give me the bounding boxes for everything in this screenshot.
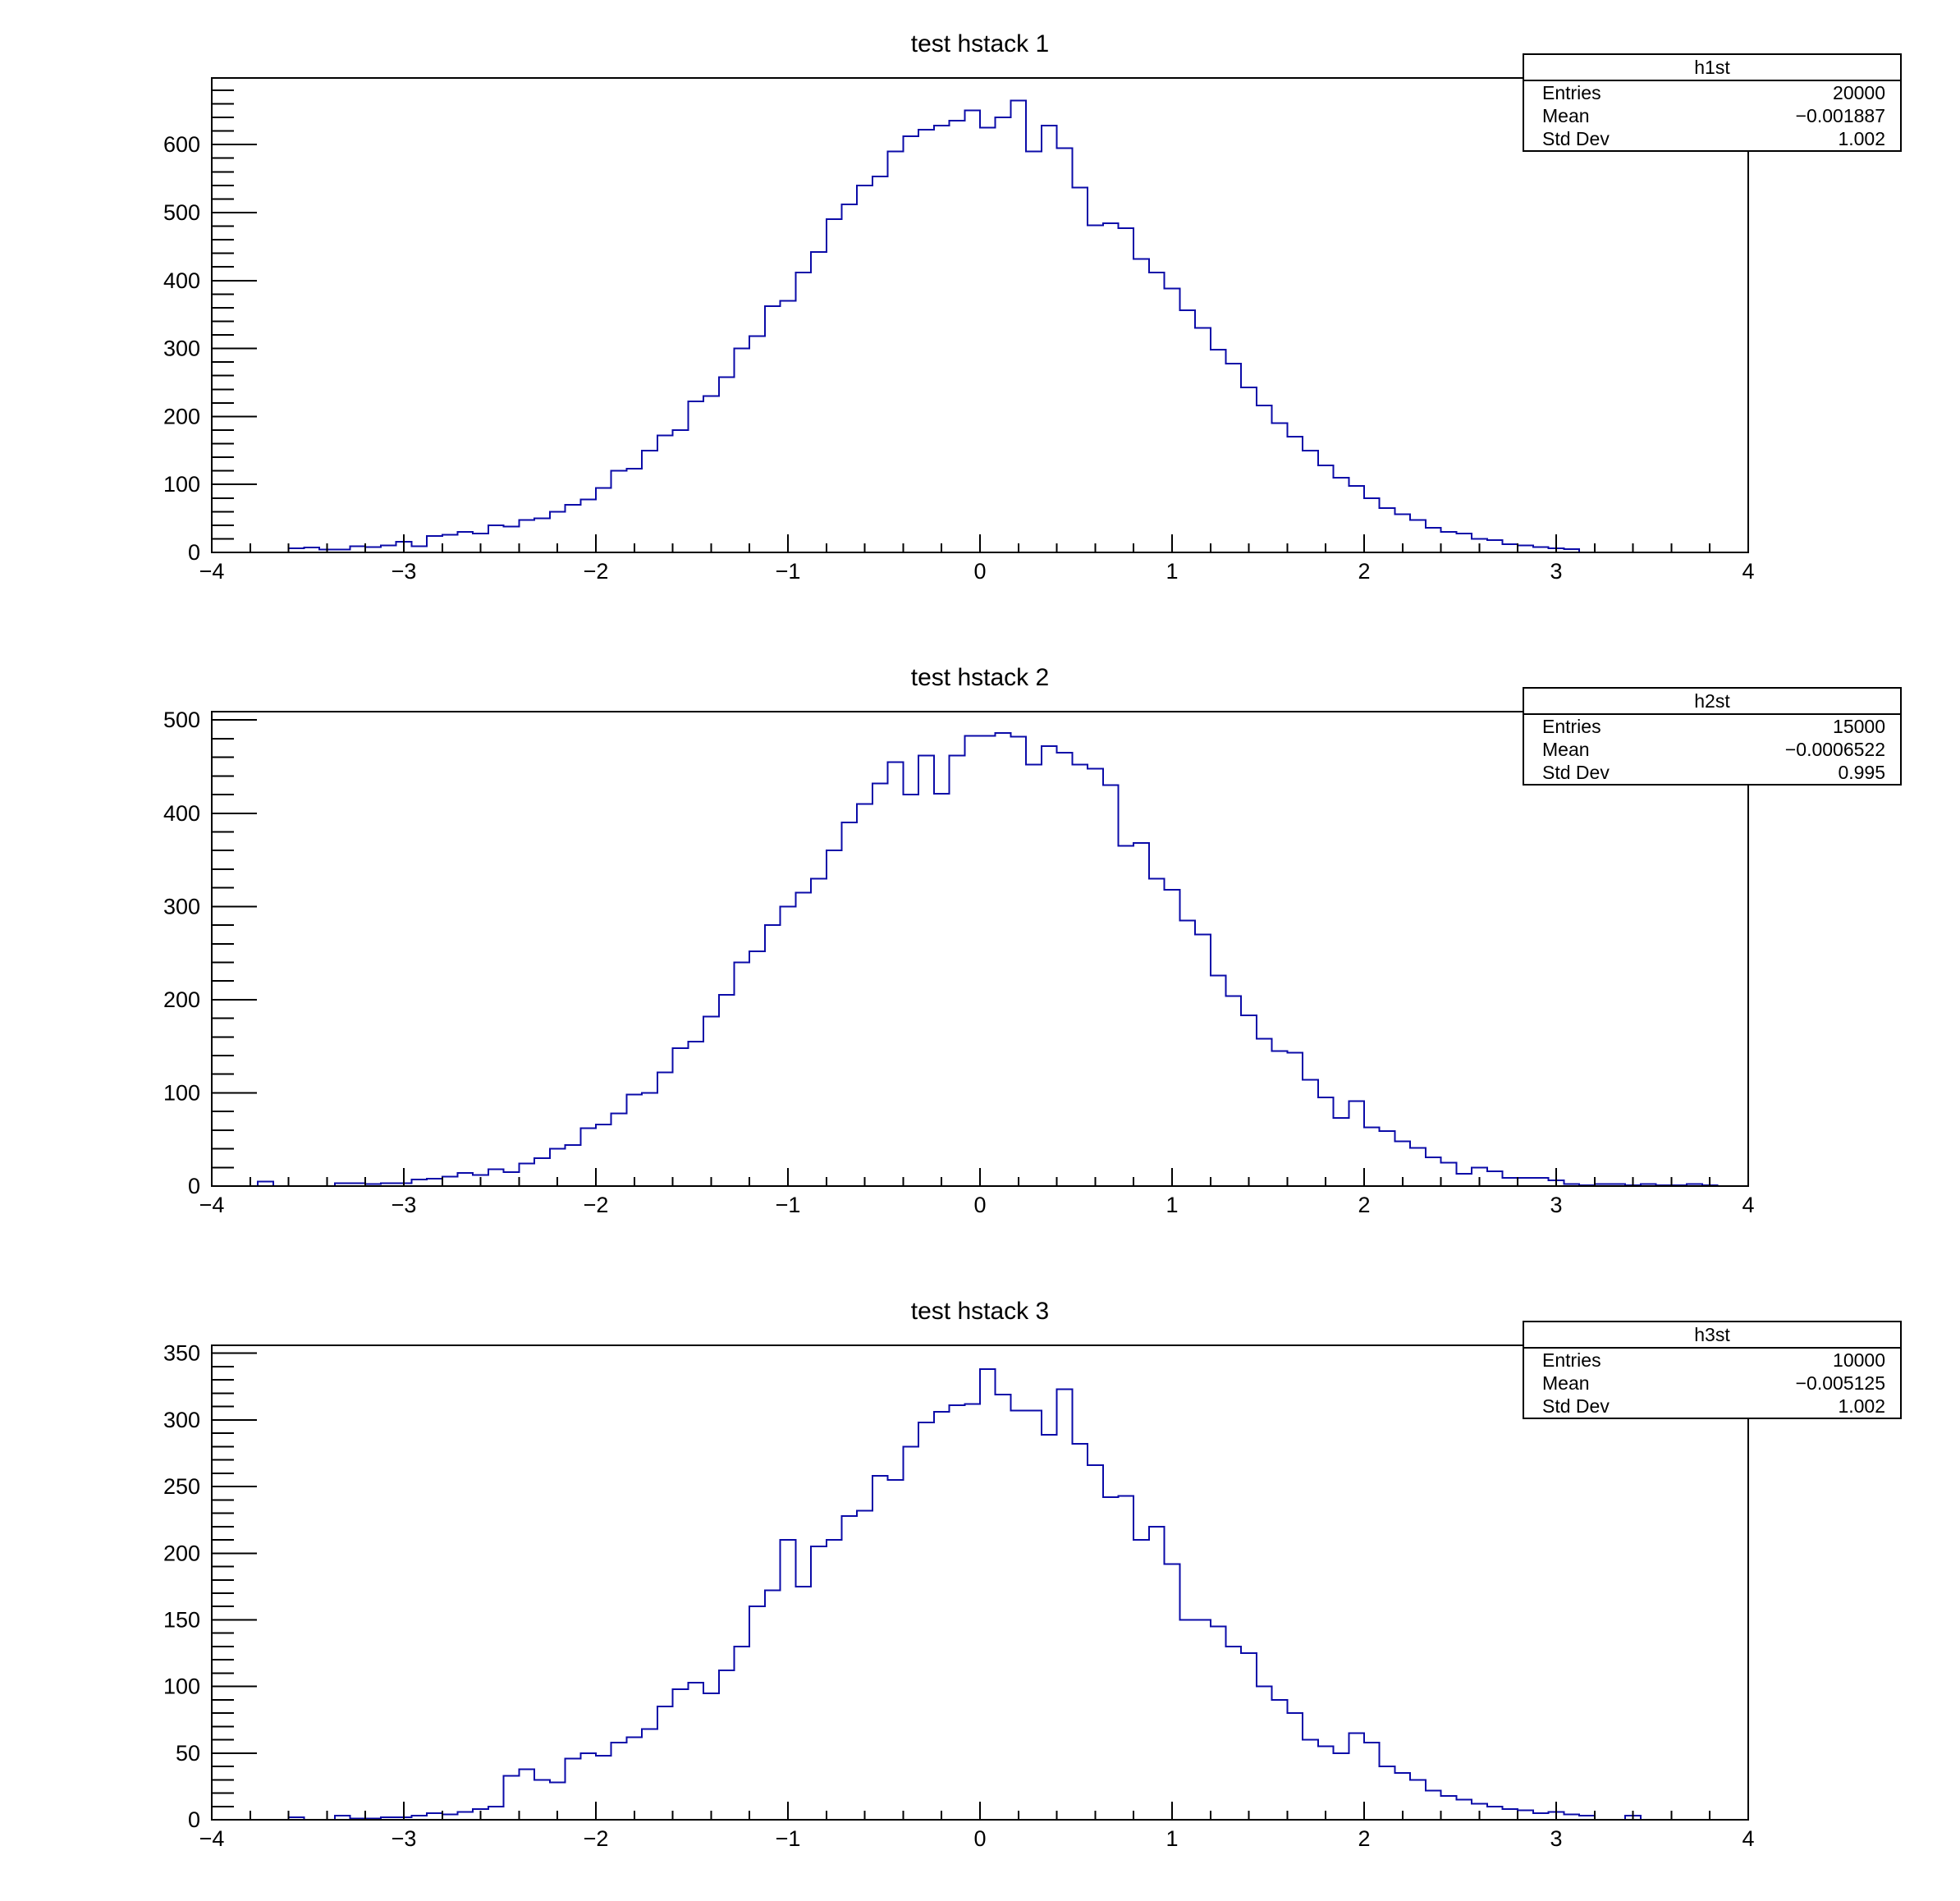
x-axis-tick-label: 3 — [1550, 559, 1563, 584]
histogram-step-line — [212, 733, 1748, 1186]
x-axis-tick-label: −4 — [199, 1193, 225, 1217]
stat-row — [1524, 1372, 1900, 1395]
histogram-step-line — [212, 100, 1748, 552]
y-axis-tick-label: 0 — [187, 1807, 200, 1832]
stat-box — [1523, 53, 1902, 152]
stat-value: −0.0006522 — [1784, 739, 1885, 760]
stat-label: Mean — [1542, 1372, 1590, 1394]
pad-title: test hstack 1 — [910, 30, 1050, 57]
x-axis-tick-label: 3 — [1550, 1193, 1563, 1217]
y-axis-tick-label: 300 — [163, 1407, 200, 1432]
stat-box-title: h2st — [1524, 689, 1900, 715]
plot-frame — [212, 712, 1748, 1186]
y-axis-tick-label: 400 — [163, 800, 200, 826]
y-axis-tick-label: 50 — [175, 1740, 200, 1766]
stat-box-title: h1st — [1524, 55, 1900, 81]
stat-value: −0.001887 — [1795, 105, 1885, 126]
y-axis-tick-label: 100 — [163, 1080, 200, 1106]
pad-3 — [0, 1267, 1960, 1901]
x-axis-tick-label: −3 — [391, 559, 417, 584]
x-axis-tick-label: −2 — [583, 1826, 609, 1851]
y-axis-tick-label: 300 — [163, 336, 200, 361]
x-axis-tick-label: −1 — [775, 1193, 801, 1217]
stat-label: Entries — [1542, 716, 1601, 737]
y-axis-tick-label: 150 — [163, 1607, 200, 1633]
x-axis-tick-label: −1 — [775, 1826, 801, 1851]
x-axis-tick-label: 0 — [973, 1193, 987, 1217]
x-axis-tick-label: −4 — [199, 1826, 225, 1851]
y-axis-tick-label: 250 — [163, 1474, 200, 1500]
x-axis-tick-label: −2 — [583, 1193, 609, 1217]
stat-value: 1.002 — [1838, 128, 1885, 149]
histogram-step-line — [212, 1369, 1748, 1820]
stat-row — [1524, 1395, 1900, 1418]
x-axis-tick-label: 0 — [973, 1826, 987, 1851]
x-axis-tick-label: 1 — [1165, 1826, 1179, 1851]
y-axis-tick-label: 100 — [163, 1674, 200, 1699]
pad-title: test hstack 2 — [910, 664, 1050, 691]
stat-row — [1524, 81, 1900, 104]
stat-value: 10000 — [1833, 1349, 1885, 1371]
stat-row — [1524, 104, 1900, 127]
stat-label: Mean — [1542, 739, 1590, 760]
x-axis-tick-label: −3 — [391, 1193, 417, 1217]
y-axis-tick-label: 350 — [163, 1340, 200, 1366]
plot-frame — [212, 78, 1748, 552]
y-axis-tick-label: 500 — [163, 708, 200, 733]
y-axis-tick-label: 0 — [187, 1174, 200, 1198]
x-axis-tick-label: 3 — [1550, 1826, 1563, 1851]
stat-value: 15000 — [1833, 716, 1885, 737]
stat-label: Std Dev — [1542, 762, 1610, 783]
stat-label: Entries — [1542, 1349, 1601, 1371]
stat-box-title: h3st — [1524, 1322, 1900, 1349]
stat-row — [1524, 738, 1900, 761]
x-axis-tick-label: −3 — [391, 1826, 417, 1851]
y-axis-tick-label: 400 — [163, 268, 200, 293]
stat-label: Mean — [1542, 105, 1590, 126]
x-axis-tick-label: 4 — [1742, 1193, 1755, 1217]
x-axis-tick-label: 0 — [973, 559, 987, 584]
stat-label: Std Dev — [1542, 128, 1610, 149]
y-axis-tick-label: 100 — [163, 472, 200, 497]
y-axis-tick-label: 200 — [163, 1541, 200, 1566]
pad-2 — [0, 634, 1960, 1267]
x-axis-tick-label: 1 — [1165, 1193, 1179, 1217]
stat-row — [1524, 761, 1900, 784]
x-axis-tick-label: 2 — [1358, 559, 1371, 584]
pad-1 — [0, 0, 1960, 634]
stat-value: 0.995 — [1838, 762, 1885, 783]
stat-value: −0.005125 — [1795, 1372, 1885, 1394]
y-axis-tick-label: 300 — [163, 894, 200, 919]
stat-value: 20000 — [1833, 82, 1885, 103]
stat-row — [1524, 1349, 1900, 1372]
stat-box — [1523, 1321, 1902, 1419]
y-axis-tick-label: 600 — [163, 132, 200, 158]
x-axis-tick-label: −1 — [775, 559, 801, 584]
y-axis-tick-label: 500 — [163, 200, 200, 225]
x-axis-tick-label: 1 — [1165, 559, 1179, 584]
stat-label: Entries — [1542, 82, 1601, 103]
stat-label: Std Dev — [1542, 1395, 1610, 1417]
x-axis-tick-label: 4 — [1742, 559, 1755, 584]
plot-frame — [212, 1345, 1748, 1820]
x-axis-tick-label: 2 — [1358, 1193, 1371, 1217]
y-axis-tick-label: 200 — [163, 987, 200, 1012]
y-axis-tick-label: 0 — [187, 540, 200, 565]
y-axis-tick-label: 200 — [163, 404, 200, 429]
stat-box — [1523, 687, 1902, 786]
stat-row — [1524, 127, 1900, 150]
x-axis-tick-label: −2 — [583, 559, 609, 584]
stat-row — [1524, 715, 1900, 738]
x-axis-tick-label: −4 — [199, 559, 225, 584]
x-axis-tick-label: 2 — [1358, 1826, 1371, 1851]
pad-title: test hstack 3 — [910, 1298, 1050, 1325]
x-axis-tick-label: 4 — [1742, 1826, 1755, 1851]
stat-value: 1.002 — [1838, 1395, 1885, 1417]
